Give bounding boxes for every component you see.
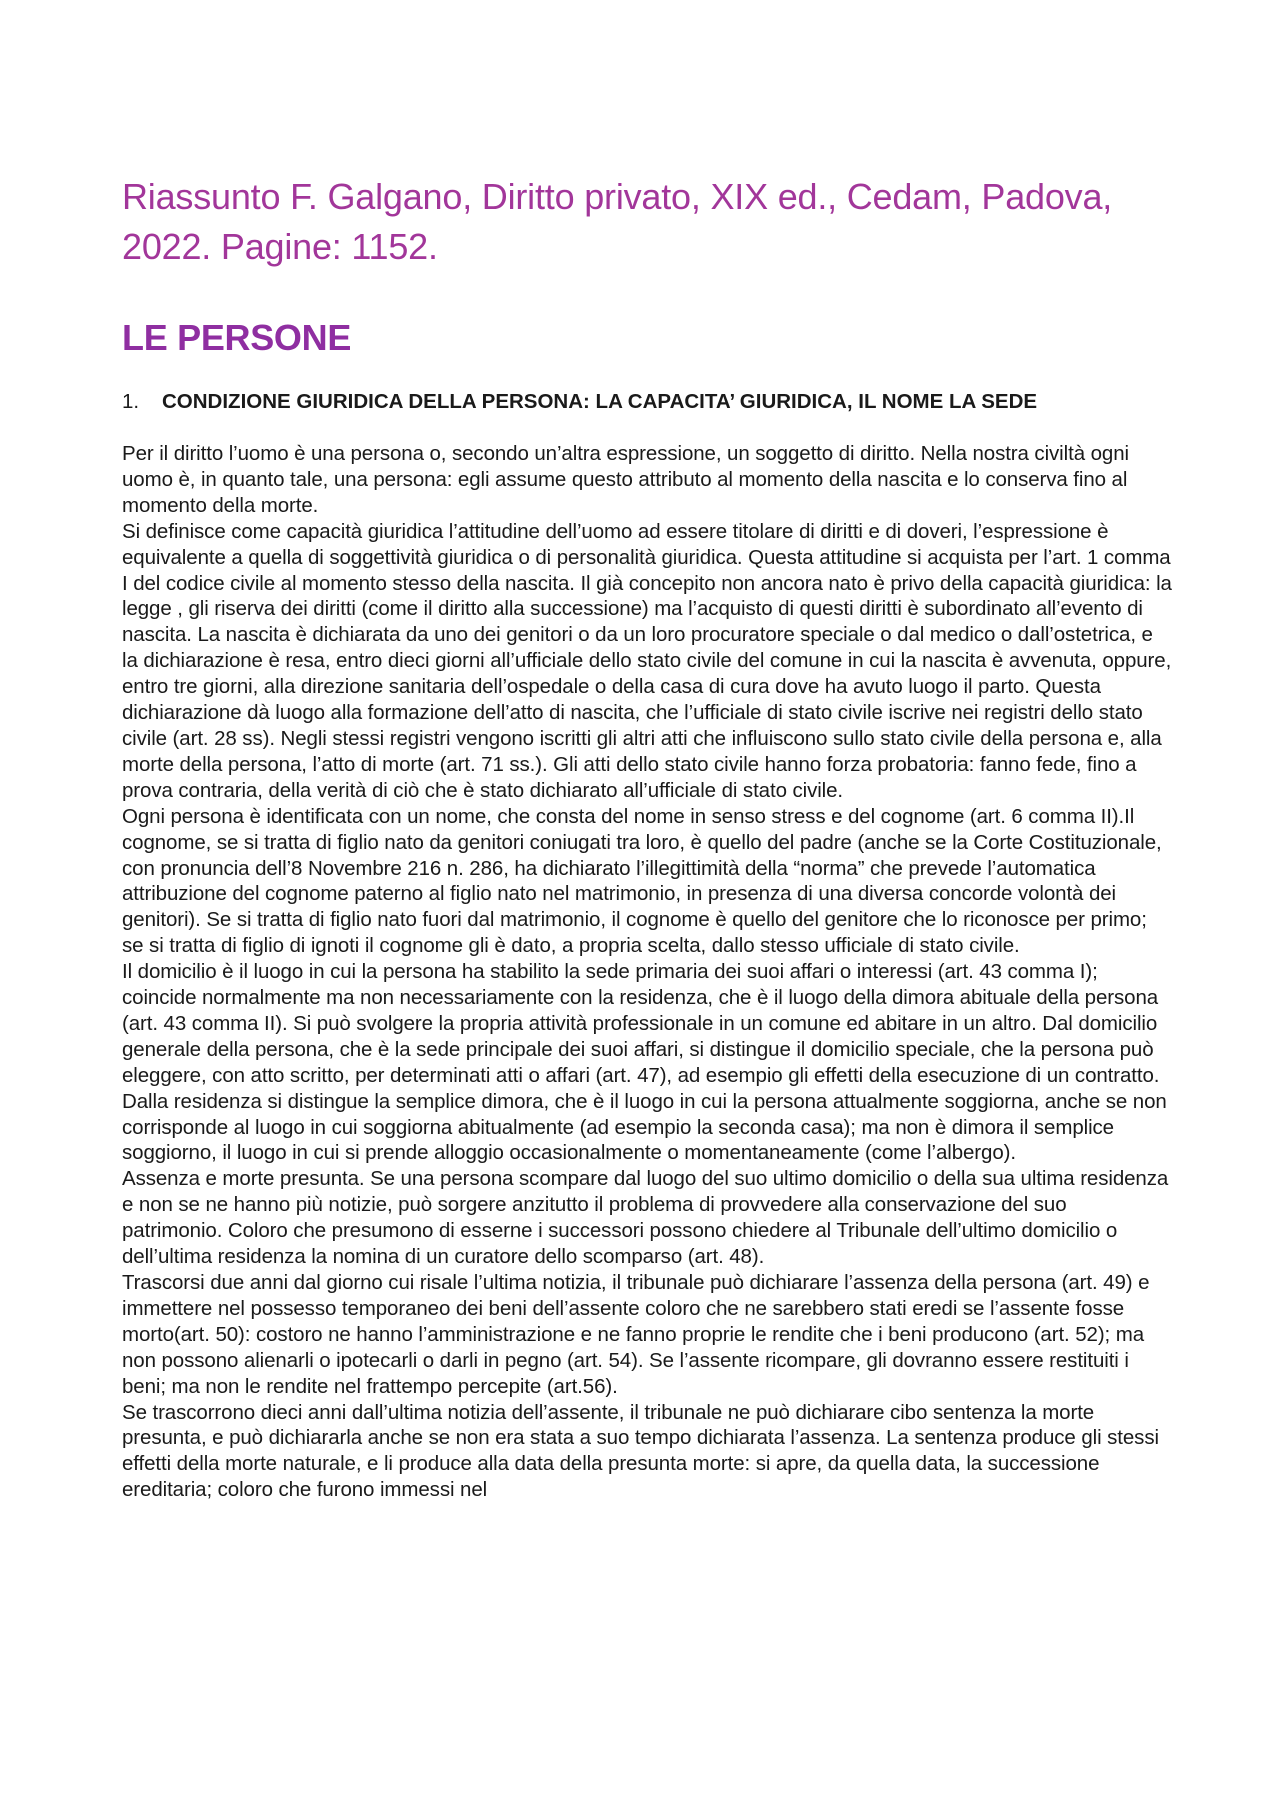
chapter-number: 1. (122, 390, 140, 413)
paragraph: Assenza e morte presunta. Se una persona scompare dal luogo del suo ultimo domicilio o della sua ultima residenza e non se ne hanno più notizie, può sorgere anzitutto il problema di provvedere alla conservazione del suo patrimonio. Coloro che presumono di esserne i successori possono chiedere al Tribunale dell’ultimo domicilio o dell’ultima residenza la nomina di un curatore dello scomparso (art. 48). (122, 1167, 1169, 1269)
section-heading: LE PERSONE (122, 317, 352, 358)
paragraph: Si definisce come capacità giuridica l’attitudine dell’uomo ad essere titolare di diritti e di doveri, l’espressione è equivalente a quella di soggettività giuridica o di personalità giuridica. Questa attitudine si acquista per l’art. 1 comma I del codice civile al momento stesso della nascita. Il già concepito non ancora nato è privo della capacità giuridica: la legge , gli riserva dei diritti (come il diritto alla successione) ma l’acquisto di questi diritti è subordinato all’evento di nascita. La nascita è dichiarata da uno dei genitori o da un loro procuratore speciale o dal medico o dall’ostetrica, e la dichiarazione è resa, entro dieci giorni all’ufficiale dello stato civile del comune in cui la nascita è avvenuta, oppure, entro tre giorni, alla direzione sanitaria dell’ospedale o della casa di cura dove ha avuto luogo il parto. Questa dichiarazione dà luogo alla formazione dell’atto di nascita, che l’ufficiale di stato civile iscrive nei registri dello stato civile (art. 28 ss). Negli stessi registri vengono iscritti gli altri atti che influiscono sullo stato civile della persona e, alla morte della persona, l’atto di morte (art. 71 ss.). Gli atti dello stato civile hanno forza probatoria: fanno fede, fino a prova contraria, della verità di ciò che è stato dichiarato all’ufficiale di stato civile. (122, 519, 1172, 802)
paragraph: Trascorsi due anni dal giorno cui risale l’ultima notizia, il tribunale può dichiarare l’assenza della persona (art. 49) e immettere nel possesso temporaneo dei beni dell’assente coloro che ne sarebbero stati eredi se l’assente fosse morto(art. 50): costoro ne hanno l’amministrazione e ne fanno proprie le rendite che i beni producono (art. 52); ma non possono alienarli o ipotecarli o darli in pegno (art. 54). Se l’assente ricompare, gli dovranno essere restituiti i beni; ma non le rendite nel frattempo percepite (art.56). (122, 1271, 1150, 1398)
paragraph: Se trascorrono dieci anni dall’ultima notizia dell’assente, il tribunale ne può dichiarare cibo sentenza la morte presunta, e può dichiararla anche se non era stata a suo tempo dichiarata l’assenza. La sentenza produce gli stessi effetti della morte naturale, e li produce alla data della presunta morte: si apre, da quella data, la successione ereditaria; coloro che furono immessi nel (122, 1400, 1159, 1502)
paragraph: Per il diritto l’uomo è una persona o, secondo un’altra espressione, un soggetto di diritto. Nella nostra civiltà ogni uomo è, in quanto tale, una persona: egli assume questo attributo al momento della nascita e lo conserva fino al momento della morte. (122, 442, 1129, 517)
chapter-heading (122, 389, 1152, 415)
document-title: Riassunto F. Galgano, Diritto privato, XIX ed., Cedam, Padova, 2022. Pagine: 1152. (122, 176, 1113, 267)
chapter-title: CONDIZIONE GIURIDICA DELLA PERSONA: LA CAPACITA’ GIURIDICA, IL NOME LA SEDE (162, 390, 1038, 413)
body-text (122, 441, 1172, 1503)
paragraph: Il domicilio è il luogo in cui la persona ha stabilito la sede primaria dei suoi affari o interessi (art. 43 comma I); coincide normalmente ma non necessariamente con la residenza, che è il luogo della dimora abituale della persona (art. 43 comma II). Si può svolgere la propria attività professionale in un comune ed abitare in un altro. Dal domicilio generale della persona, che è la sede principale dei suoi affari, si distingue il domicilio speciale, che la persona può eleggere, con atto scritto, per determinati atti o affari (art. 47), ad esempio gli effetti della esecuzione di un contratto. Dalla residenza si distingue la semplice dimora, che è il luogo in cui la persona attualmente soggiorna, anche se non corrisponde al luogo in cui soggiorna abitualmente (ad esempio la seconda casa); ma non è dimora il semplice soggiorno, il luogo in cui si prende alloggio occasionalmente o momentaneamente (come l’albergo). (122, 960, 1167, 1165)
paragraph: Ogni persona è identificata con un nome, che consta del nome in senso stress e del cognome (art. 6 comma II).Il cognome, se si tratta di figlio nato da genitori coniugati tra loro, è quello del padre (anche se la Corte Costituzionale, con pronuncia dell’8 Novembre 216 n. 286, ha dichiarato l’illegittimità della “norma” che prevede l’automatica attribuzione del cognome paterno al figlio nato nel matrimonio, in presenza di una diversa concorde volontà dei genitori). Se si tratta di figlio nato fuori dal matrimonio, il cognome è quello del genitore che lo riconosce per primo; se si tratta di figlio di ignoti il cognome gli è dato, a propria scelta, dallo stesso ufficiale di stato civile. (122, 804, 1162, 958)
